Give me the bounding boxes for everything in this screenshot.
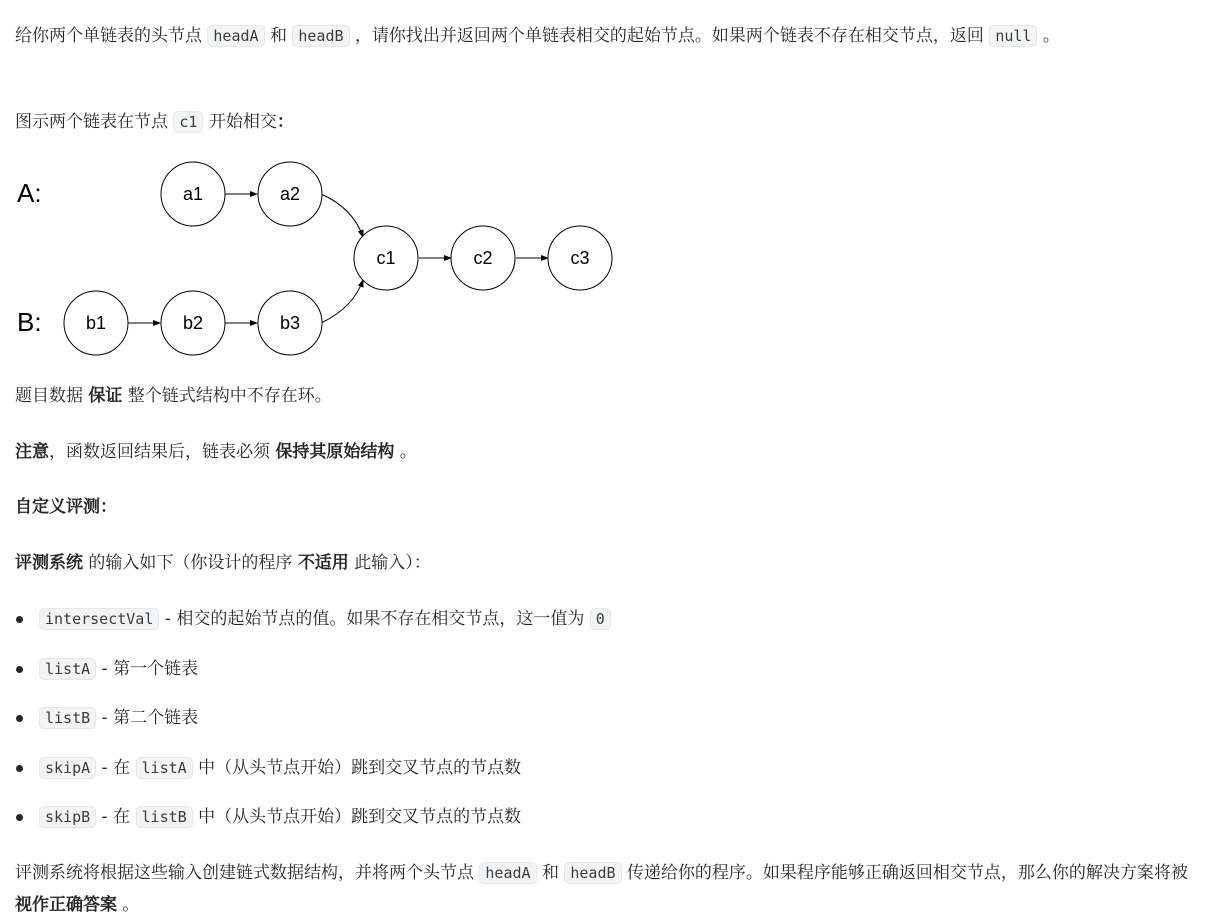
figure-caption [15,106,1195,138]
caption-colon: ： [276,112,294,132]
code-null: null [989,25,1037,47]
final-text-4: 。 [117,895,140,915]
final-text-2: 和 [536,863,565,883]
node-b3-label: b3 [279,313,301,333]
bullet-text-2: 中（从头节点开始）跳到交叉节点的节点数 [192,757,522,778]
guarantee-text-1: 题目数据 [15,386,89,406]
code-listB-ref: listB [136,806,193,828]
node-c2 [451,226,515,290]
node-b3 [258,291,322,355]
bullet-dot [16,666,23,673]
intro-text-1: 给你两个单链表的头节点 [15,26,208,46]
custom-judge-heading [15,491,1195,523]
note-paragraph [15,436,1195,468]
list-b-label: B: [17,307,42,337]
code-skipA: skipA [39,757,96,779]
linked-list-diagram [15,150,635,365]
custom-judge-heading-text: 自定义评测： [15,497,117,517]
code-headB: headB [292,25,349,47]
final-text-3: 传递给你的程序。如果程序能够正确返回相交节点，那么你的解决方案将被 [621,863,1188,883]
list-item [15,645,1195,695]
bullet-text-2: 中（从头节点开始）跳到交叉节点的节点数 [192,807,522,828]
intro-text-3: ，请你找出并返回两个单链表相交的起始节点。如果两个链表不存在相交节点，返回 [349,26,990,46]
bullet-dot [16,765,23,772]
bullet-text: - 相交的起始节点的值。如果不存在相交节点，这一值为 [159,609,590,629]
caption-text-2: 开始相交 [203,112,277,132]
code-headA-2: headA [479,862,536,884]
node-a1 [161,162,225,226]
note-strong-1: 注意 [15,442,49,462]
code-listA-ref: listA [136,757,193,779]
code-skipB: skipB [39,806,96,828]
note-strong-2: 保持其原始结构 [275,442,395,462]
bullet-dot [16,814,23,821]
judge-input-paragraph [15,547,1195,579]
list-item [15,694,1195,744]
edge-b3-c1 [321,280,363,323]
list-item [15,595,1195,645]
code-headB-2: headB [564,862,621,884]
note-text-1: ，函数返回结果后，链表必须 [49,442,276,462]
bullet-text: - 第一个链表 [96,658,199,679]
judge-input-strong-2: 不适用 [297,553,349,573]
node-b2-label: b2 [182,313,204,333]
intro-text-2: 和 [264,26,293,46]
node-c1 [354,226,418,290]
judge-input-text-1: 的输入如下（你设计的程序 [83,553,298,573]
node-b2 [161,291,225,355]
note-text-2: 。 [394,442,417,462]
node-a1-label: a1 [182,184,204,204]
intro-text-4: 。 [1037,26,1060,46]
caption-text-1: 图示两个链表在节点 [15,112,174,132]
guarantee-text-2: 整个链式结构中不存在环。 [122,386,332,406]
final-text-1: 评测系统将根据这些输入创建链式数据结构，并将两个头节点 [15,863,480,883]
code-intersectVal: intersectVal [39,608,159,630]
edge-a2-c1 [321,194,363,237]
code-headA: headA [207,25,264,47]
node-a2 [258,162,322,226]
judge-input-strong-1: 评测系统 [15,553,83,573]
code-zero: 0 [590,608,611,630]
bullet-dot [16,715,23,722]
list-item [15,744,1195,794]
node-c3 [548,226,612,290]
intro-paragraph [15,20,1195,52]
node-a2-label: a2 [279,184,301,204]
guarantee-paragraph [15,380,1195,412]
code-listB: listB [39,707,96,729]
node-c1-label: c1 [376,248,396,268]
code-listA: listA [39,658,96,680]
bullet-text: - 第二个链表 [96,708,199,729]
bullet-text: - 在 [96,757,136,778]
code-c1: c1 [173,111,203,133]
node-c2-label: c2 [473,248,493,268]
guarantee-strong: 保证 [88,386,123,406]
node-c3-label: c3 [570,248,590,268]
judge-input-list [15,595,1195,843]
judge-input-text-2: 此输入）： [348,553,431,573]
list-item [15,793,1195,843]
bullet-text: - 在 [96,807,136,828]
bullet-dot [16,616,23,623]
node-b1-label: b1 [85,313,107,333]
final-paragraph [15,857,1195,921]
list-a-label: A: [17,178,42,208]
node-b1 [64,291,128,355]
final-strong: 视作正确答案 [15,895,117,915]
